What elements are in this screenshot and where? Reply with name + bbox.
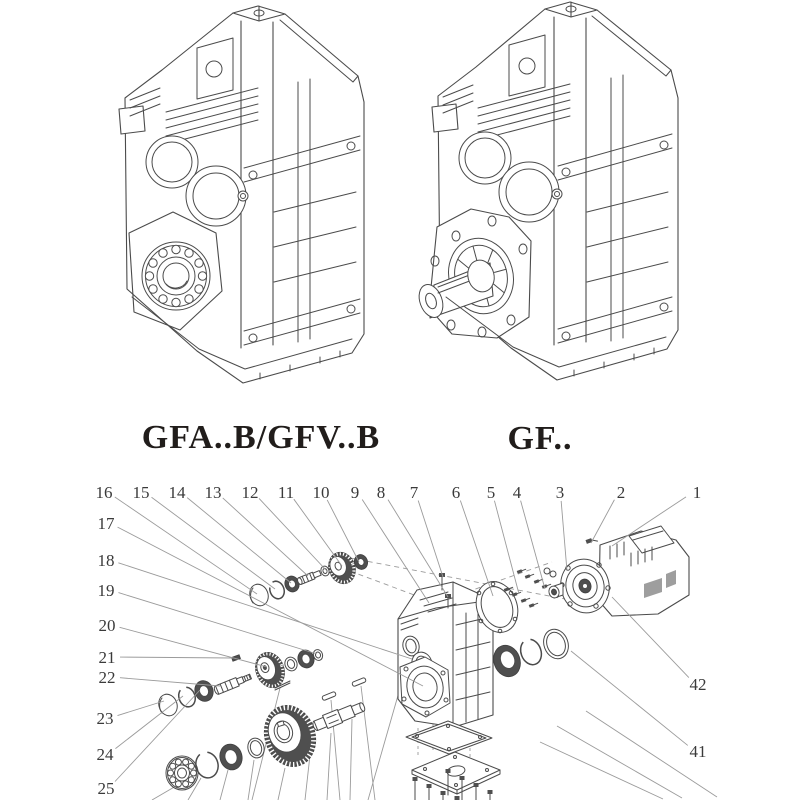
part-key-2	[352, 677, 367, 686]
part-number-2: 2	[616, 483, 626, 502]
part-number-18: 18	[97, 551, 115, 570]
leader-line-14	[187, 498, 291, 583]
part-seal-ring-3	[295, 648, 316, 670]
leader-line-5	[494, 501, 519, 594]
part-bearing-3	[283, 655, 299, 672]
part-number-6: 6	[451, 483, 461, 502]
part-number-25: 25	[97, 779, 115, 798]
part-number-17: 17	[97, 514, 115, 533]
part-number-19: 19	[97, 581, 115, 600]
part-key-1	[322, 691, 337, 700]
part-number-4: 4	[512, 483, 522, 502]
part-oil-seal-large	[217, 742, 245, 773]
part-number-16: 16	[95, 483, 113, 502]
part-ball-bearing	[166, 756, 198, 790]
leader-line-2	[591, 500, 614, 543]
leader-line-3	[561, 501, 567, 571]
figure-gf-gearbox	[415, 2, 678, 380]
leader-line-24	[115, 696, 183, 749]
leader-line-9	[362, 499, 429, 603]
part-number-14: 14	[168, 483, 186, 502]
leader-line-11	[294, 499, 342, 566]
caption-gf: GF..	[507, 420, 573, 457]
part-gear-2	[251, 648, 290, 691]
leader-line-20	[120, 627, 267, 667]
figure-gfa-gearbox	[119, 6, 364, 383]
part-input-pinion-shaft	[297, 570, 322, 585]
part-output-shaft-exploded	[311, 700, 367, 733]
part-sump-cover	[412, 752, 500, 794]
leader-line-23	[117, 701, 164, 716]
part-pinion-shaft-2	[213, 672, 252, 695]
part-number-1: 1	[692, 483, 702, 502]
part-end-cap-input	[247, 582, 271, 609]
part-output-gear	[257, 699, 324, 773]
leader-line-41	[571, 651, 688, 745]
leader-line-8	[388, 500, 448, 597]
leader-line-4	[521, 501, 545, 589]
part-bearing-output	[489, 642, 524, 681]
part-number-3: 3	[555, 483, 565, 502]
leader-line-19	[118, 593, 317, 654]
part-number-22: 22	[98, 668, 116, 687]
part-number-9: 9	[350, 483, 360, 502]
part-number-20: 20	[98, 616, 116, 635]
leader-line-7	[418, 501, 443, 577]
part-number-23: 23	[96, 709, 114, 728]
caption-gfa: GFA..B/GFV..B	[141, 419, 381, 456]
leader-line-21	[120, 657, 233, 658]
part-bearing-input-small	[283, 574, 302, 594]
part-number-7: 7	[409, 483, 419, 502]
part-number-10: 10	[312, 483, 330, 502]
part-number-42: 42	[689, 675, 707, 694]
part-gear-input	[324, 549, 359, 588]
part-number-13: 13	[204, 483, 222, 502]
leader-line-15	[152, 497, 275, 589]
part-retaining-ring	[540, 626, 573, 662]
part-number-5: 5	[486, 483, 496, 502]
part-seal-ring-input	[267, 579, 286, 601]
part-bottom-gasket	[406, 721, 492, 754]
part-number-11: 11	[277, 483, 295, 502]
leader-line-18	[118, 563, 412, 659]
part-number-12: 12	[241, 483, 259, 502]
leader-line-16	[115, 497, 257, 594]
leader-line-6	[460, 500, 493, 596]
part-number-24: 24	[96, 745, 114, 764]
leader-line-12	[259, 498, 326, 570]
part-snap-ring-output	[517, 636, 545, 667]
exploded-view	[96, 483, 718, 800]
part-number-41: 41	[689, 742, 707, 761]
part-number-21: 21	[98, 648, 116, 667]
part-number-8: 8	[376, 483, 386, 502]
part-motor-pinion	[547, 583, 563, 599]
part-number-15: 15	[132, 483, 150, 502]
